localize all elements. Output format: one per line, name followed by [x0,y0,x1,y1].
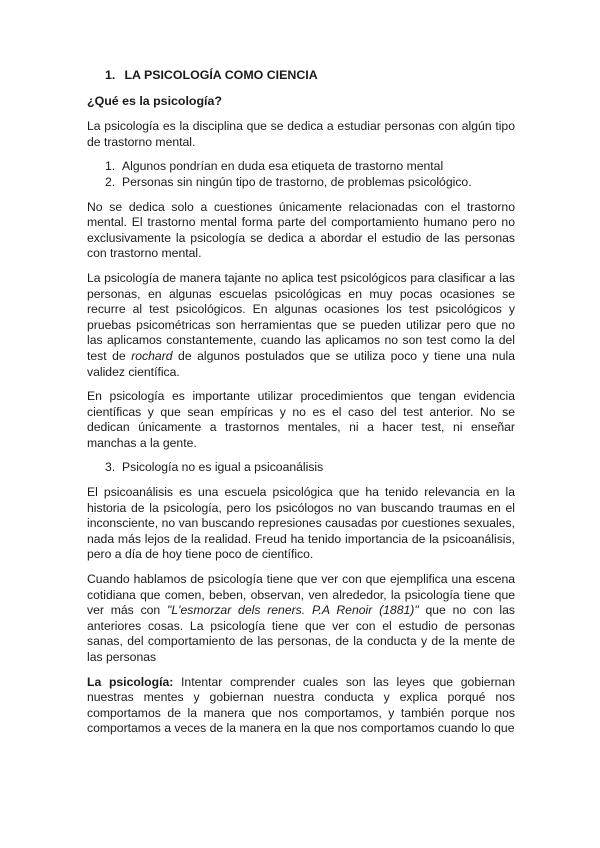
list-item-number: 1. [105,159,116,174]
paragraph-7-text: Intentar comprender cuales son las leyes que gobiernan nuestras mentes y gobiernan nuestra conducta y explica porqué nos comportamos de la manera que nos comportamos, y también porque nos comportamos a veces de la manera en la que nos comportamos cuando lo que [87,674,515,736]
paragraph-6-text-a: Cuando hablamos de psicología tiene que ver con que ejemplifica una escena cotidiana que comen, beben, observan, ven alrededor, la psicología tiene que ver más con [87,572,515,618]
numbered-list-a [87,159,515,190]
section-title: LA PSICOLOGÍA COMO CIENCIA [124,68,318,82]
list-item-number: 3. [105,460,116,475]
paragraph-2: No se dedica solo a cuestiones únicamente relacionadas con el trastorno mental. El trastorno mental forma parte del comportamiento humano pero no exclusivamente la psicología se dedica a abordar el estudio de las personas con trastorno mental. [87,199,515,261]
list-item-text: Psicología no es igual a psicoanálisis [122,460,324,475]
paragraph-3 [87,271,515,380]
list-item-text: Personas sin ningún tipo de trastorno, de problemas psicológico. [122,174,472,189]
list-item-text: Algunos pondrían en duda esa etiqueta de trastorno mental [122,159,444,174]
paragraph-3-italic: rochard [131,348,173,363]
list-item [87,460,515,476]
intro-paragraph: La psicología es la disciplina que se dedica a estudiar personas con algún tipo de trastorno mental. [87,119,515,149]
section-number: 1. [105,68,116,82]
paragraph-6 [87,572,515,666]
paragraph-5: El psicoanálisis es una escuela psicológica que ha tenido relevancia en la historia de la psicología, pero los psicólogos no van buscando traumas en el inconsciente, no van buscando represiones causadas por cuestiones sexuales, nada más lejos de la realidad. Freud ha tenido importancia de la psicoanálisis, pero a día de hoy tiene poco de científico. [87,485,515,562]
subheading: ¿Qué es la psicología? [87,93,222,108]
numbered-list-b [87,460,515,476]
paragraph-6-italic: "L'esmorzar dels reners. P.A Renoir (1881)" [167,603,419,618]
paragraph-3-text-a: La psicología de manera tajante no aplica test psicológicos para clasificar a las personas, en algunas escuelas psicológicas en muy pocas ocasiones se recurre al test psicológicos. En algunas ocasiones los test psicológicos y pruebas psicométricas son herramientas que se pueden utilizar pero que no las aplicamos constantemente, cuando las aplicamos no son test como la del test de [87,270,515,363]
list-item [87,175,515,191]
paragraph-4: En psicología es importante utilizar procedimientos que tengan evidencia científicas y que sean empíricas y no es el caso del test anterior. No se dedican únicamente a trastornos mentales, ni a hacer test, ni enseñar manchas a la gente. [87,389,515,450]
list-item-number: 2. [105,174,116,189]
section-heading [105,68,515,84]
paragraph-6-text-b: que no con las anteriores cosas. La psicología tiene que ver con el estudio de personas sanas, del comportamiento de las personas, de la conducta y de la mente de las personas [87,603,515,664]
paragraph-3-text-b: de algunos postulados que se utiliza poco y tiene una nula validez científica. [87,348,515,379]
paragraph-7-term: La psicología: [87,674,174,689]
paragraph-7 [87,675,515,737]
list-item [87,159,515,175]
